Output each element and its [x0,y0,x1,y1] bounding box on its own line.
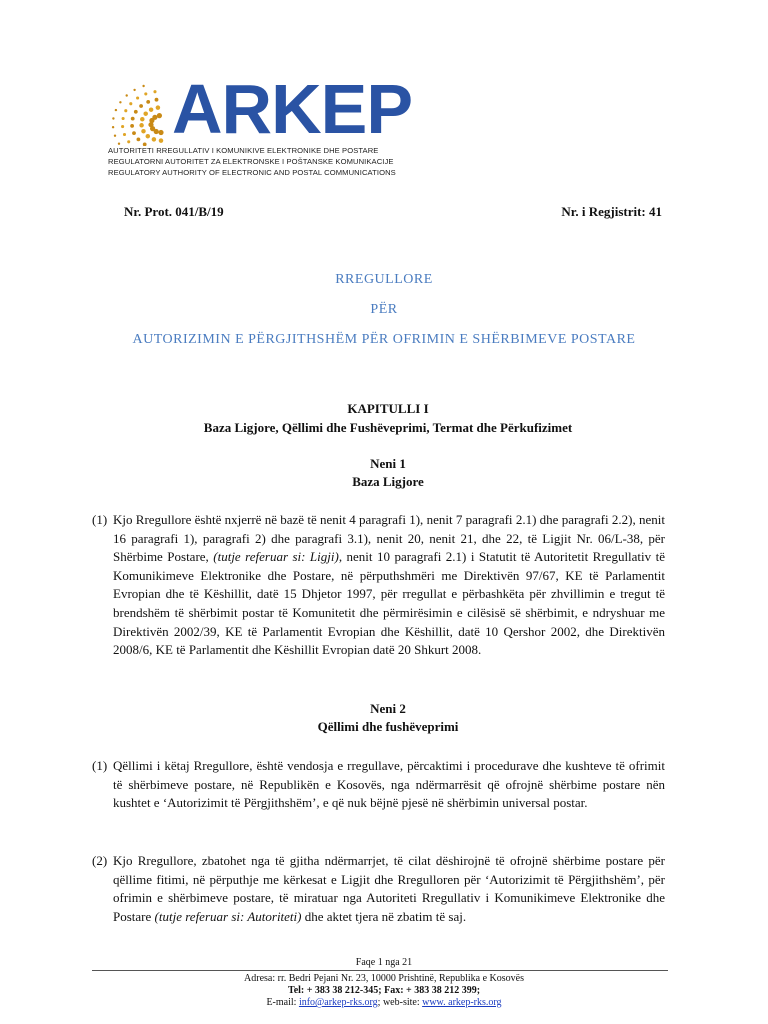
footer-phone: Tel: + 383 38 212-345; Fax: + 383 38 212 399; [287,985,481,996]
document-title-line-1: RREGULLORE [335,272,433,287]
page-number: Faqe 1 nga 21 [355,957,413,968]
footer-address: Adresa: rr. Bedri Pejani Nr. 23, 10000 Prishtinë, Republika e Kosovës [244,973,524,984]
paragraph-reference: (tutje referuar si: Ligji) [213,549,339,565]
paragraph-text: , nenit 10 paragrafi 2.1) i Statutit të Autoritetit Rregullativ të Komunikimeve Elektronike dhe Postare, në përputhshmëri me Direktivën 97/67, KE të Parlamentit Evropian dhe të Këshillit, datë 15 Dhjetor 1997, për rregullat e përbashkëta për zhvillimin e tregut të brendshëm të shërbimit postar të Komunitetit dhe përmirësimin e cilësisë së shërbimit, e ndryshuar me Direktivën 2002/39, KE të Parlamentit Evropian dhe Këshillit, datë 10 Qershor 2002, dhe Direktivën 2008/6, KE të Parlamentit dhe Këshillit Evropian datë 20 Shkurt 2008. [113,549,665,658]
footer-contacts [0,997,768,1009]
article-2-heading: Qëllimi dhe fushëveprimi [317,719,459,734]
paragraph-number: (1) [92,758,108,773]
logo-subtitle-line-3: REGULATORY AUTHORITY OF ELECTRONIC AND POSTAL COMMUNICATIONS [108,168,396,177]
article-2-paragraph-1 [92,757,665,813]
paragraph-reference: (tutje referuar si: Autoriteti) [154,908,302,924]
paragraph-text: dhe aktet tjera në zbatim të saj. [301,908,467,924]
logo-wordmark: ARKEP [172,70,413,148]
article-1-paragraph-1 [92,511,665,660]
paragraph-number: (1) [92,512,108,527]
paragraph-text: Kjo Rregullore, zbatohet nga të gjitha ndërmarrjet, të cilat dëshirojnë të ofrojnë shërbime postare për qëllime fitimi, në përputhje me kërkesat e Ligjit dhe Rregulloren për ‘Autorizimit të Përgjithshëm’, për ofrimin e shërbimeve postare, të miratuar nga Autoriteti Rregullativ i Komunikimeve Elektronike dhe Postare [113,853,665,924]
paragraph-text: Qëllimi i këtaj Rregullore, është vendosja e rregullave, përcaktimi i procedurave dhe kushteve të ofrimit të shërbimeve postare, në Republikën e Kosovës, nga ndërmarrësit që ofrojnë shërbime postare nën kushtet e ‘Autorizimit të Përgjithshëm’, e që nuk bëjnë pjesë në shërbimin universal postar. [113,758,665,811]
email-link[interactable]: info@arkep-rks.org [298,997,378,1008]
website-label: ; web-site: [377,997,423,1008]
document-title-line-3: AUTORIZIMIN E PËRGJITHSHËM PËR OFRIMIN E SHËRBIMEVE POSTARE [132,332,636,347]
registry-number: Nr. i Regjistrit: 41 [561,204,662,219]
paragraph-text: Kjo Rregullore është nxjerrë në bazë të nenit 4 paragrafi 1), nenit 7 paragrafi 2.1) dhe paragrafi 2.2), nenit 16 paragrafi 1), paragrafi 2) dhe paragrafi 3.1), nenit 20, nenit 21, dhe 22, të Ligjit Nr. 06/L-38, për Shërbime Postare, [113,512,665,565]
document-title-line-2: PËR [370,302,398,317]
protocol-number: Nr. Prot. 041/B/19 [124,204,224,219]
footer-divider [92,970,668,971]
article-2-label: Neni 2 [370,701,406,716]
chapter-label: KAPITULLI I [347,401,429,416]
logo-subtitle-line-1: AUTORITETI RREGULLATIV I KOMUNIKIVE ELEKTRONIKE DHE POSTARE [108,146,379,155]
website-link[interactable]: www. arkep-rks.org [422,997,502,1008]
chapter-subtitle: Baza Ligjore, Qëllimi dhe Fushëveprimi, Termat dhe Përkufizimet [203,420,573,435]
article-1-heading: Baza Ligjore [352,474,424,489]
article-1-label: Neni 1 [370,456,406,471]
arkep-sunburst-logo-icon [103,84,175,146]
logo-subtitle-line-2: REGULATORNI AUTORITET ZA ELEKTRONSKE I POŠTANSKE KOMUNIKACIJE [108,157,394,166]
paragraph-number: (2) [92,853,108,868]
email-label: E-mail: [266,997,299,1008]
article-2-paragraph-2 [92,852,665,926]
